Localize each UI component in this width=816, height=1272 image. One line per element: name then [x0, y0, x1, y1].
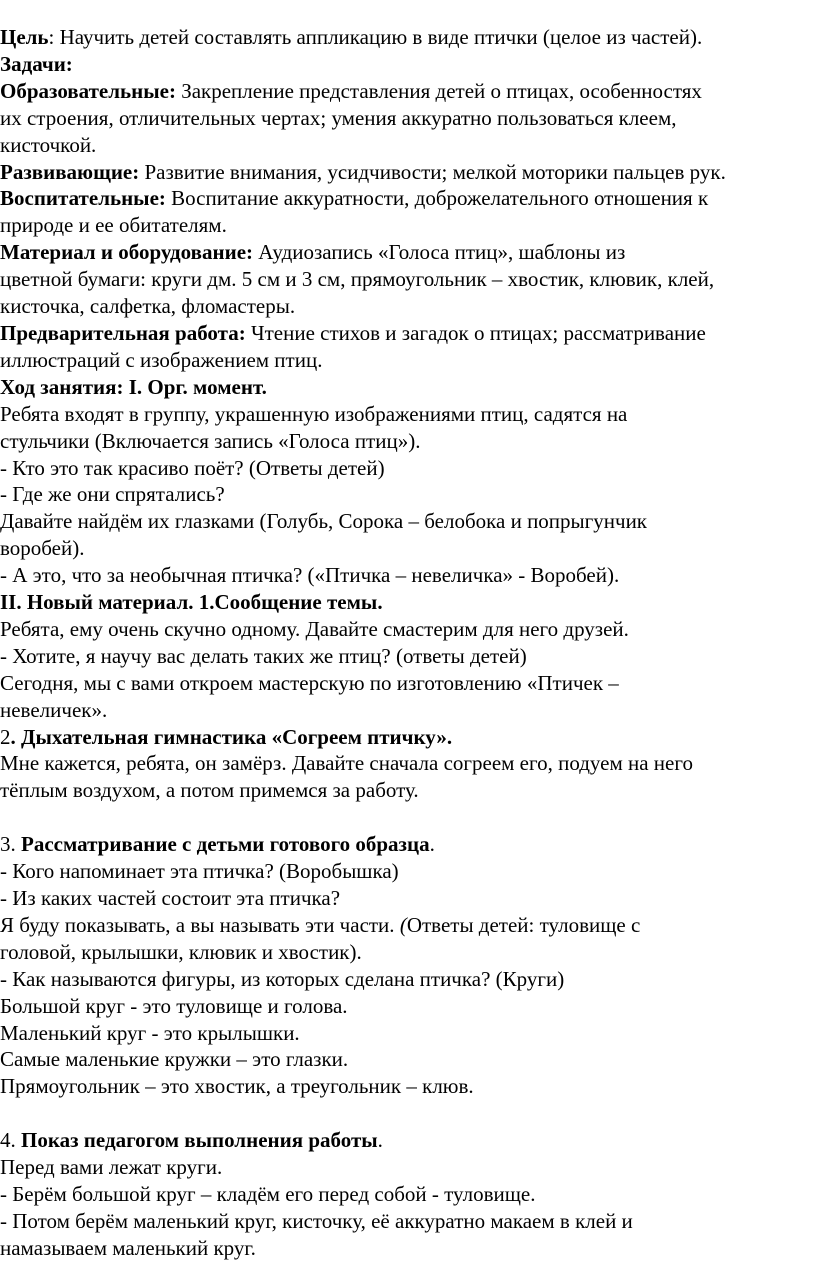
upbringing-line-1: Воспитательные: Воспитание аккуратности, доброжелательного отношения к — [0, 186, 709, 211]
blank-line — [0, 804, 816, 831]
step3-line-6: Большой круг - это туловище и голова. — [0, 993, 348, 1018]
step4-line-4: намазываем маленький круг. — [0, 1235, 256, 1260]
upbringing-line-2: природе и ее обитателям. — [0, 213, 227, 238]
materials-line-2: цветной бумаги: круги дм. 5 см и 3 см, прямоугольник – хвостик, клювик, клей, — [0, 267, 715, 292]
goal-text: : Научить детей составлять аппликацию в виде птички (целое из частей). — [48, 25, 703, 49]
section2-line-1: Ребята, ему очень скучно одному. Давайте смастерим для него друзей. — [0, 616, 629, 641]
section1-line-1: Ребята входят в группу, украшенную изображениями птиц, садятся на — [0, 401, 628, 426]
step4-line-3: - Потом берём маленький круг, кисточку, её аккуратно макаем в клей и — [0, 1208, 633, 1233]
section1-line-5: Давайте найдём их глазками (Голубь, Сорока – белобока и попрыгунчик — [0, 509, 648, 534]
educational-line-1: Образовательные: Закрепление представления детей о птицах, особенностях — [0, 78, 702, 103]
section2-line-3: Сегодня, мы с вами откроем мастерскую по изготовлению «Птичек – — [0, 670, 619, 695]
step3-line-5: - Как называются фигуры, из которых сделана птичка? (Круги) — [0, 966, 565, 991]
preliminary-line-1: Предварительная работа: Чтение стихов и загадок о птицах; рассматривание — [0, 320, 706, 345]
step2-line-1: Мне кажется, ребята, он замёрз. Давайте сначала согреем его, подуем на него — [0, 751, 693, 776]
developing-paragraph: Развивающие: Развитие внимания, усидчивости; мелкой моторики пальцев рук. — [0, 159, 726, 184]
section1-line-6: воробей). — [0, 536, 85, 561]
section1-line-2: стульчики (Включается запись «Голоса птиц»). — [0, 428, 421, 453]
educational-line-3: кисточкой. — [0, 132, 97, 157]
preliminary-line-2: иллюстраций с изображением птиц. — [0, 347, 323, 372]
step3-line-1: - Кого напоминает эта птичка? (Воробышка) — [0, 859, 399, 884]
materials-line-3: кисточка, салфетка, фломастеры. — [0, 294, 296, 319]
educational-label: Образовательные: — [0, 78, 176, 103]
section1-line-3: - Кто это так красиво поёт? (Ответы детей) — [0, 455, 385, 480]
developing-label: Развивающие: — [0, 159, 140, 184]
step3-line-3: Я буду показывать, а вы называть эти части. (Ответы детей: туловище с — [0, 912, 641, 937]
goal-paragraph — [0, 24, 816, 51]
step3-line-2: - Из каких частей состоит эта птичка? — [0, 885, 341, 910]
blank-line — [0, 1100, 816, 1127]
section2-line-4: невеличек». — [0, 697, 108, 722]
materials-line-1: Материал и оборудование: Аудиозапись «Голоса птиц», шаблоны из — [0, 240, 626, 265]
section1-line-4: - Где же они спрятались? — [0, 482, 225, 507]
step3-line-8: Самые маленькие кружки – это глазки. — [0, 1047, 349, 1072]
materials-label: Материал и оборудование: — [0, 240, 254, 265]
step3-line-9: Прямоугольник – это хвостик, а треугольник – клюв. — [0, 1074, 474, 1099]
section2-line-2: - Хотите, я научу вас делать таких же птиц? (ответы детей) — [0, 643, 527, 668]
educational-line-2: их строения, отличительных чертах; умения аккуратно пользоваться клеем, — [0, 105, 677, 130]
section1-heading: Ход занятия: I. Орг. момент. — [0, 374, 267, 399]
step3-line-4: головой, крылышки, клювик и хвостик). — [0, 939, 362, 964]
step3-heading: 3. Рассматривание с детьми готового образца. — [0, 832, 435, 857]
section2-heading: II. Новый материал. 1.Сообщение темы. — [0, 590, 383, 615]
tasks-heading: Задачи: — [0, 51, 73, 76]
step3-line-7: Маленький круг - это крылышки. — [0, 1020, 300, 1045]
step4-line-2: - Берём большой круг – кладём его перед собой - туловище. — [0, 1181, 536, 1206]
preliminary-label: Предварительная работа: — [0, 320, 246, 345]
step4-line-1: Перед вами лежат круги. — [0, 1155, 223, 1180]
step2-heading: 2. Дыхательная гимнастика «Согреем птичку». — [0, 724, 453, 749]
step4-heading: 4. Показ педагогом выполнения работы. — [0, 1128, 383, 1153]
document-page — [0, 24, 816, 1262]
upbringing-label: Воспитательные: — [0, 186, 166, 211]
section1-line-7: - А это, что за необычная птичка? («Птичка – невеличка» - Воробей). — [0, 563, 620, 588]
step2-line-2: тёплым воздухом, а потом примемся за работу. — [0, 778, 419, 803]
goal-label: Цель — [0, 25, 49, 49]
